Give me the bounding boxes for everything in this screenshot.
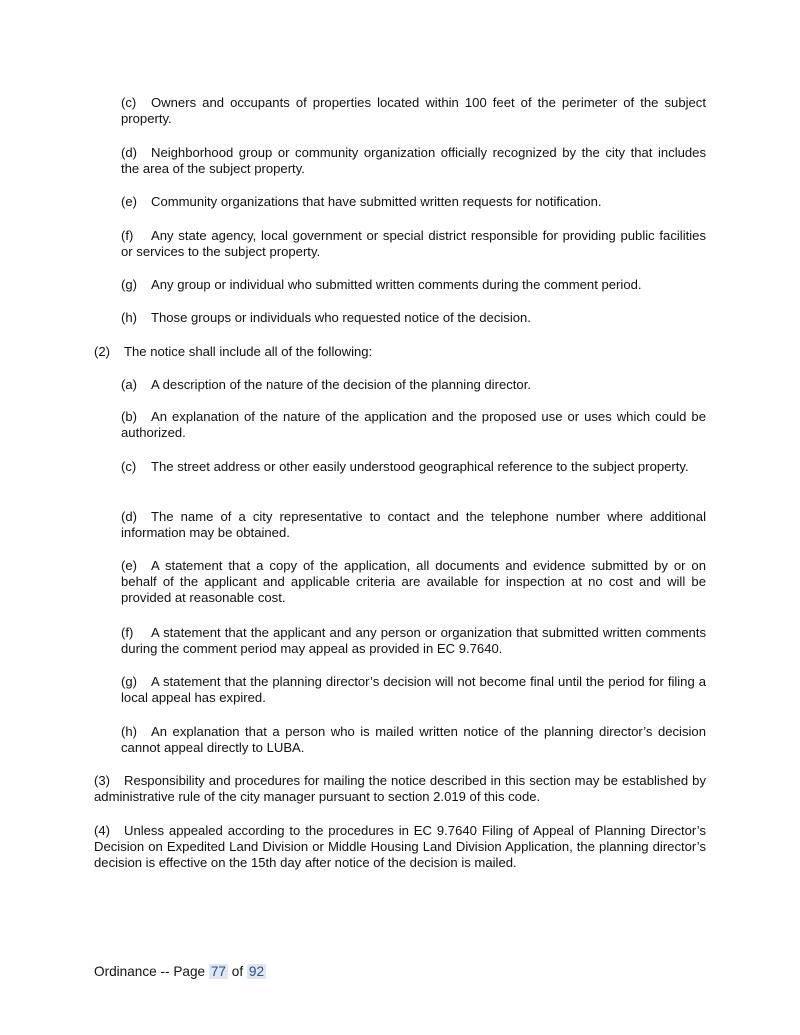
footer-of: of [231,964,244,979]
item-text: A description of the nature of the decision of the planning director. [151,377,531,392]
item-text: A statement that the planning director’s decision will not become final until the period for filing a local appeal has expired. [121,674,706,706]
item-text: A statement that the applicant and any person or organization that submitted written comments during the comment period may appeal as provided in EC 9.7640. [121,625,706,657]
section-paragraph [94,823,706,872]
item-label: (4) [94,823,111,838]
list-item [121,310,706,326]
item-label: (3) [94,773,111,788]
item-label: (2) [94,344,111,359]
list-item [121,509,706,541]
item-label: (c) [121,95,137,110]
list-item [121,558,706,607]
item-label: (h) [121,724,138,739]
item-label: (f) [121,625,134,640]
list-item [121,459,706,475]
item-text: An explanation that a person who is mailed written notice of the planning director’s decision cannot appeal directly to LUBA. [121,724,706,756]
item-text: The notice shall include all of the following: [124,344,373,359]
item-label: (h) [121,310,138,325]
item-label: (c) [121,459,137,474]
item-text: The name of a city representative to contact and the telephone number where additional information may be obtained. [121,509,706,541]
footer-prefix: Ordinance -- Page [94,964,206,979]
item-label: (d) [121,509,138,524]
item-text: Neighborhood group or community organization officially recognized by the city that includes the area of the subject property. [121,145,706,177]
item-text: Those groups or individuals who requested notice of the decision. [151,310,531,325]
item-text: Community organizations that have submitted written requests for notification. [151,194,602,209]
item-text: The street address or other easily understood geographical reference to the subject property. [151,459,689,474]
list-item [121,674,706,706]
item-label: (g) [121,277,138,292]
item-label: (a) [121,377,138,392]
page-footer [94,963,266,981]
list-item [121,277,706,293]
list-item [121,95,706,127]
list-item [121,724,706,756]
item-label: (d) [121,145,138,160]
item-label: (b) [121,409,138,424]
item-label: (e) [121,558,138,573]
item-text: An explanation of the nature of the application and the proposed use or uses which could be authorized. [121,409,706,441]
item-text: Any group or individual who submitted written comments during the comment period. [151,277,642,292]
total-pages: 92 [248,964,265,979]
page-number: 77 [210,964,226,979]
list-item [121,194,706,210]
list-item [121,409,706,441]
item-text: Owners and occupants of properties located within 100 feet of the perimeter of the subject property. [121,95,706,127]
item-label: (f) [121,228,134,243]
section-paragraph [94,344,706,360]
list-item [121,145,706,177]
list-item [121,625,706,657]
section-paragraph [94,773,706,805]
item-text: Unless appealed according to the procedures in EC 9.7640 Filing of Appeal of Planning Director’s Decision on Expedited Land Division or Middle Housing Land Division Application, the planning director’s decision is effective on the 15th day after notice of the decision is mailed. [94,823,706,871]
item-label: (g) [121,674,138,689]
item-label: (e) [121,194,138,209]
list-item [121,377,706,393]
item-text: Any state agency, local government or special district responsible for providing public facilities or services to the subject property. [121,228,706,260]
list-item [121,228,706,260]
item-text: A statement that a copy of the application, all documents and evidence submitted by or on behalf of the applicant and applicable criteria are available for inspection at no cost and will be provided at reasonable cost. [121,558,706,606]
item-text: Responsibility and procedures for mailing the notice described in this section may be established by administrative rule of the city manager pursuant to section 2.019 of this code. [94,773,706,805]
